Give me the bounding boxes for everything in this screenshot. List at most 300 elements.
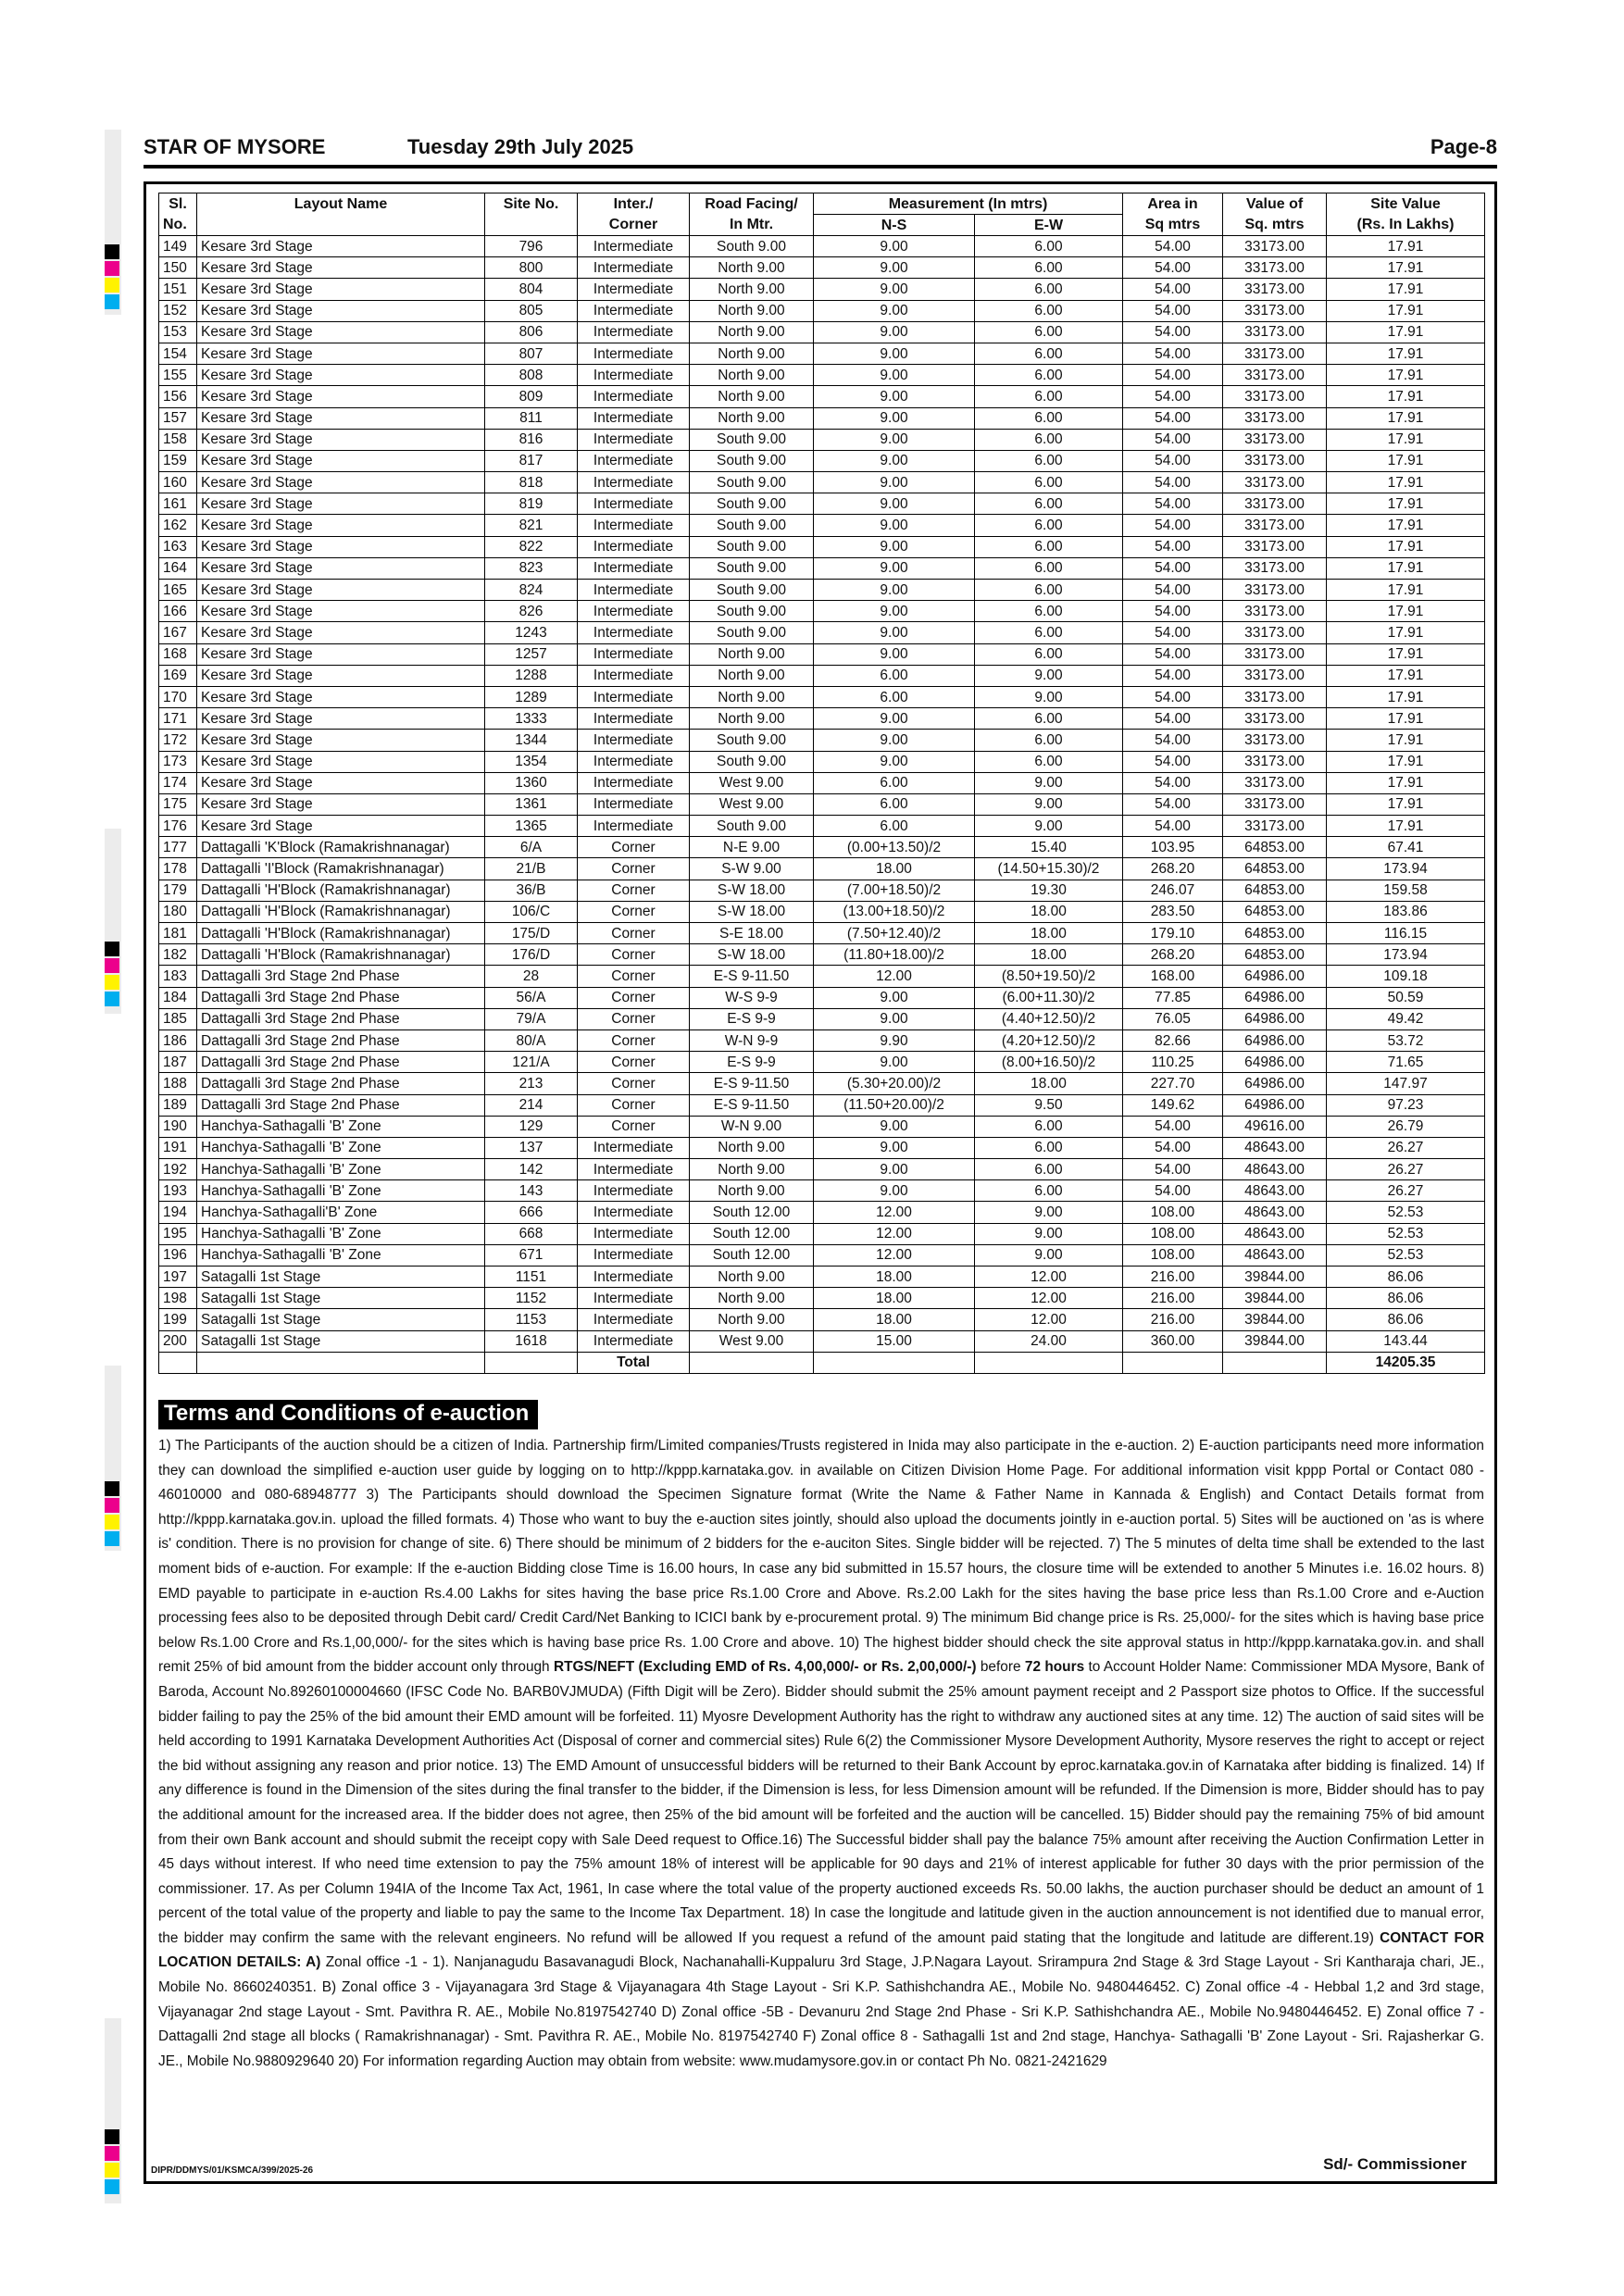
cell-road: North 9.00 <box>690 343 814 364</box>
cell-sl: 157 <box>159 407 197 429</box>
cell-ns: 18.00 <box>814 858 975 880</box>
terms-bold-rtgs: RTGS/NEFT (Excluding EMD of Rs. 4,00,000/- or Rs. 2,00,000/-) <box>553 1659 977 1676</box>
cell-value: 39844.00 <box>1223 1267 1327 1288</box>
cell-value: 33173.00 <box>1223 365 1327 386</box>
terms-bold-contact: CONTACT FOR LOCATION DETAILS: A) <box>158 1929 1485 1971</box>
cell-sl: 174 <box>159 772 197 793</box>
cell-value: 64986.00 <box>1223 1073 1327 1094</box>
cell-area: 227.70 <box>1123 1073 1223 1094</box>
cell-layout: Kesare 3rd Stage <box>197 279 485 300</box>
cell-value: 48643.00 <box>1223 1159 1327 1180</box>
cell-sl: 193 <box>159 1180 197 1202</box>
cell-inter: Intermediate <box>578 708 690 730</box>
cell-inter: Intermediate <box>578 622 690 643</box>
cell-road: West 9.00 <box>690 1330 814 1352</box>
cell-value: 33173.00 <box>1223 601 1327 622</box>
table-row <box>159 901 1485 922</box>
cell-road: North 9.00 <box>690 1288 814 1309</box>
cell-layout: Kesare 3rd Stage <box>197 580 485 601</box>
cell-layout: Kesare 3rd Stage <box>197 493 485 515</box>
cell-value: 33173.00 <box>1223 686 1327 707</box>
cell-sl: 160 <box>159 472 197 493</box>
cell-road: North 9.00 <box>690 1159 814 1180</box>
cell-ew: 9.00 <box>975 1202 1123 1223</box>
cell-site-no: 1618 <box>485 1330 578 1352</box>
cell-area: 77.85 <box>1123 987 1223 1008</box>
cell-ns: 6.00 <box>814 793 975 815</box>
cell-inter: Intermediate <box>578 493 690 515</box>
cell-area: 54.00 <box>1123 708 1223 730</box>
color-swatch-magenta <box>105 958 119 973</box>
cell-area: 54.00 <box>1123 665 1223 686</box>
color-swatch-cyan <box>105 294 119 309</box>
cell-site-no: 214 <box>485 1094 578 1116</box>
cell-layout: Kesare 3rd Stage <box>197 321 485 343</box>
table-row <box>159 1073 1485 1094</box>
cell-inter: Intermediate <box>578 751 690 772</box>
cell-site-no: 79/A <box>485 1008 578 1029</box>
cell-site-no: 143 <box>485 1180 578 1202</box>
cell-road: South 9.00 <box>690 751 814 772</box>
cell-site-value: 17.91 <box>1327 429 1485 450</box>
cell-sl: 187 <box>159 1052 197 1073</box>
cell-value: 48643.00 <box>1223 1223 1327 1244</box>
cell-ns: 9.00 <box>814 580 975 601</box>
header-rule <box>144 165 1497 168</box>
cell-sl: 158 <box>159 429 197 450</box>
cell-value: 33173.00 <box>1223 407 1327 429</box>
col-header-area: Area in <box>1123 193 1223 215</box>
cell-layout: Hanchya-Sathagalli 'B' Zone <box>197 1180 485 1202</box>
table-row <box>159 643 1485 665</box>
cell-value: 33173.00 <box>1223 321 1327 343</box>
cell-ew: 6.00 <box>975 300 1123 321</box>
cell-site-no: 1288 <box>485 665 578 686</box>
cell-road: S-W 9.00 <box>690 858 814 880</box>
cell-ns: (13.00+18.50)/2 <box>814 901 975 922</box>
total-cell-empty <box>159 1352 197 1373</box>
total-cell-empty <box>485 1352 578 1373</box>
cell-inter: Intermediate <box>578 730 690 751</box>
cell-layout: Satagalli 1st Stage <box>197 1309 485 1330</box>
cell-inter: Intermediate <box>578 515 690 536</box>
cell-site-no: 1344 <box>485 730 578 751</box>
cell-ew: 6.00 <box>975 321 1123 343</box>
cell-inter: Corner <box>578 1116 690 1137</box>
cell-ew: 9.00 <box>975 665 1123 686</box>
cell-site-value: 17.91 <box>1327 450 1485 471</box>
cell-area: 54.00 <box>1123 686 1223 707</box>
cell-ns: 9.00 <box>814 365 975 386</box>
cell-site-no: 816 <box>485 429 578 450</box>
cell-ew: (8.00+16.50)/2 <box>975 1052 1123 1073</box>
cell-area: 110.25 <box>1123 1052 1223 1073</box>
cell-road: South 12.00 <box>690 1223 814 1244</box>
cell-road: E-S 9-11.50 <box>690 1073 814 1094</box>
cell-layout: Satagalli 1st Stage <box>197 1330 485 1352</box>
cell-road: E-S 9-9 <box>690 1008 814 1029</box>
cell-inter: Intermediate <box>578 665 690 686</box>
total-row <box>159 1352 1485 1373</box>
cell-value: 64986.00 <box>1223 1094 1327 1116</box>
cell-value: 33173.00 <box>1223 429 1327 450</box>
cell-site-value: 143.44 <box>1327 1330 1485 1352</box>
cell-road: North 9.00 <box>690 708 814 730</box>
cell-ew: 6.00 <box>975 1137 1123 1158</box>
cell-inter: Intermediate <box>578 1244 690 1266</box>
cell-ew: 9.00 <box>975 1223 1123 1244</box>
cell-ew: (4.20+12.50)/2 <box>975 1029 1123 1051</box>
cell-ew: 6.00 <box>975 1116 1123 1137</box>
cell-ew: 6.00 <box>975 557 1123 579</box>
cell-ns: 9.00 <box>814 1052 975 1073</box>
cell-site-no: 806 <box>485 321 578 343</box>
cell-site-value: 173.94 <box>1327 858 1485 880</box>
cell-area: 54.00 <box>1123 429 1223 450</box>
cell-value: 39844.00 <box>1223 1309 1327 1330</box>
table-row <box>159 450 1485 471</box>
cell-inter: Intermediate <box>578 321 690 343</box>
cell-area: 54.00 <box>1123 279 1223 300</box>
cell-site-value: 52.53 <box>1327 1223 1485 1244</box>
cell-site-no: 1152 <box>485 1288 578 1309</box>
cell-area: 108.00 <box>1123 1202 1223 1223</box>
cell-site-value: 173.94 <box>1327 944 1485 966</box>
cell-area: 54.00 <box>1123 515 1223 536</box>
sites-table <box>158 193 1485 1374</box>
cell-area: 54.00 <box>1123 1116 1223 1137</box>
cell-sl: 197 <box>159 1267 197 1288</box>
color-swatch-black <box>105 1481 119 1496</box>
cell-layout: Dattagalli 3rd Stage 2nd Phase <box>197 1029 485 1051</box>
cell-inter: Intermediate <box>578 643 690 665</box>
cell-road: North 9.00 <box>690 279 814 300</box>
cell-site-no: 36/B <box>485 880 578 901</box>
cell-inter: Intermediate <box>578 407 690 429</box>
cell-ew: (14.50+15.30)/2 <box>975 858 1123 880</box>
cell-site-value: 17.91 <box>1327 300 1485 321</box>
cell-ns: 9.00 <box>814 386 975 407</box>
cell-site-value: 17.91 <box>1327 751 1485 772</box>
cell-sl: 149 <box>159 236 197 257</box>
sites-table-body <box>159 236 1485 1353</box>
cell-value: 39844.00 <box>1223 1288 1327 1309</box>
cell-sl: 152 <box>159 300 197 321</box>
cell-inter: Intermediate <box>578 793 690 815</box>
cell-value: 33173.00 <box>1223 793 1327 815</box>
table-row <box>159 730 1485 751</box>
cell-area: 54.00 <box>1123 536 1223 557</box>
cell-site-value: 17.91 <box>1327 407 1485 429</box>
cell-inter: Intermediate <box>578 343 690 364</box>
cell-area: 246.07 <box>1123 880 1223 901</box>
cell-ew: 6.00 <box>975 450 1123 471</box>
cell-ns: 6.00 <box>814 816 975 837</box>
cell-ew: 6.00 <box>975 236 1123 257</box>
cell-road: North 9.00 <box>690 407 814 429</box>
color-swatch-cyan <box>105 2179 119 2194</box>
cell-site-no: 819 <box>485 493 578 515</box>
cell-site-value: 26.27 <box>1327 1159 1485 1180</box>
cell-ns: 12.00 <box>814 966 975 987</box>
cell-area: 54.00 <box>1123 793 1223 815</box>
cell-sl: 170 <box>159 686 197 707</box>
cell-site-value: 97.23 <box>1327 1094 1485 1116</box>
terms-text-4: Zonal office -1 - 1). Nanjanagudu Basavanagudi Block, Nachanahalli-Kuppaluru 3rd Stage, J.P.Nagara Layout. Srirampura 2nd Stage & 3rd Stage Layout - Sri Kantharaja chari, JE., Mobile No. 8660240351. B) Zonal office 3 - Vijayanagara 3rd Stage & Vijayanagara 4th Stage Layout - Sri K.P. Sathishchandra AE., Mobile No. 9480446452. C) Zonal office -4 - Hebbal 1,2 and 3rd stage, Vijayanagar 2nd stage Layout - Smt. Pavithra R. AE., Mobile No.8197542740 D) Zonal office -5B - Devanuru 2nd Stage 2nd Phase - Sri K.P. Sathishchandra AE., Mobile No.9480446452. E) Zonal office 7 - Dattagalli 2nd stage all blocks ( Ramakrishnanagar) - Smt. Pavithra R. AE., Mobile No. 8197542740 F) Zonal office 8 - Sathagalli 1st and 2nd stage, Hanchya- Sathagalli 'B' Zone Layout - Sri. Rajasherkar G. JE., Mobile No.9880929640 20) For information regarding Auction may obtain from website: www.mudamysore.gov.in or contact Ph No. 0821-2421629 <box>158 1954 1485 2069</box>
cell-sl: 175 <box>159 793 197 815</box>
cell-ns: 18.00 <box>814 1309 975 1330</box>
cell-value: 64853.00 <box>1223 880 1327 901</box>
cell-site-no: 6/A <box>485 837 578 858</box>
cell-layout: Kesare 3rd Stage <box>197 730 485 751</box>
table-row <box>159 987 1485 1008</box>
cell-layout: Dattagalli 'H'Block (Ramakrishnanagar) <box>197 880 485 901</box>
cell-sl: 161 <box>159 493 197 515</box>
cell-area: 54.00 <box>1123 321 1223 343</box>
cell-value: 33173.00 <box>1223 622 1327 643</box>
table-row <box>159 429 1485 450</box>
cell-layout: Hanchya-Sathagalli 'B' Zone <box>197 1223 485 1244</box>
cell-value: 33173.00 <box>1223 730 1327 751</box>
cell-road: W-N 9.00 <box>690 1116 814 1137</box>
cell-layout: Dattagalli 'H'Block (Ramakrishnanagar) <box>197 923 485 944</box>
cell-layout: Dattagalli 3rd Stage 2nd Phase <box>197 1094 485 1116</box>
cell-sl: 172 <box>159 730 197 751</box>
cell-sl: 180 <box>159 901 197 922</box>
cell-layout: Kesare 3rd Stage <box>197 407 485 429</box>
cell-site-no: 668 <box>485 1223 578 1244</box>
cell-inter: Intermediate <box>578 1330 690 1352</box>
cell-value: 64986.00 <box>1223 1008 1327 1029</box>
cell-site-no: 811 <box>485 407 578 429</box>
table-row <box>159 858 1485 880</box>
cell-value: 64853.00 <box>1223 944 1327 966</box>
cell-value: 33173.00 <box>1223 665 1327 686</box>
cell-inter: Intermediate <box>578 1202 690 1223</box>
cell-site-value: 26.27 <box>1327 1180 1485 1202</box>
cell-area: 54.00 <box>1123 1159 1223 1180</box>
cell-road: S-E 18.00 <box>690 923 814 944</box>
cell-inter: Corner <box>578 966 690 987</box>
cell-ew: (4.40+12.50)/2 <box>975 1008 1123 1029</box>
cell-road: South 9.00 <box>690 236 814 257</box>
cell-ns: 18.00 <box>814 1288 975 1309</box>
table-row <box>159 966 1485 987</box>
cell-ew: 12.00 <box>975 1309 1123 1330</box>
cell-site-value: 17.91 <box>1327 365 1485 386</box>
cell-site-no: 666 <box>485 1202 578 1223</box>
cell-sl: 186 <box>159 1029 197 1051</box>
cell-ns: 9.00 <box>814 429 975 450</box>
cell-site-value: 53.72 <box>1327 1029 1485 1051</box>
cell-road: E-S 9-11.50 <box>690 1094 814 1116</box>
color-swatch-black <box>105 2129 119 2144</box>
color-swatch-yellow <box>105 278 119 293</box>
cell-layout: Hanchya-Sathagalli'B' Zone <box>197 1202 485 1223</box>
cell-road: South 9.00 <box>690 515 814 536</box>
cell-inter: Intermediate <box>578 236 690 257</box>
cell-ns: 9.00 <box>814 493 975 515</box>
col-header-site-no: Site No. <box>485 193 578 215</box>
cell-area: 268.20 <box>1123 858 1223 880</box>
cell-site-value: 86.06 <box>1327 1288 1485 1309</box>
cell-inter: Corner <box>578 837 690 858</box>
cell-road: South 12.00 <box>690 1244 814 1266</box>
col-header-value-2: Sq. mtrs <box>1223 215 1327 236</box>
cell-road: E-S 9-11.50 <box>690 966 814 987</box>
cell-site-no: 1333 <box>485 708 578 730</box>
cell-layout: Hanchya-Sathagalli 'B' Zone <box>197 1137 485 1158</box>
cell-layout: Dattagalli 'H'Block (Ramakrishnanagar) <box>197 944 485 966</box>
cell-area: 54.00 <box>1123 386 1223 407</box>
cell-site-no: 1153 <box>485 1309 578 1330</box>
cell-road: South 9.00 <box>690 493 814 515</box>
cell-area: 108.00 <box>1123 1244 1223 1266</box>
table-row <box>159 1180 1485 1202</box>
cell-ns: 9.00 <box>814 751 975 772</box>
cell-inter: Intermediate <box>578 365 690 386</box>
cell-road: South 9.00 <box>690 580 814 601</box>
cell-inter: Intermediate <box>578 580 690 601</box>
cell-area: 149.62 <box>1123 1094 1223 1116</box>
cell-ns: 9.00 <box>814 321 975 343</box>
table-row <box>159 1094 1485 1116</box>
cell-area: 108.00 <box>1123 1223 1223 1244</box>
cell-layout: Kesare 3rd Stage <box>197 665 485 686</box>
cell-site-value: 67.41 <box>1327 837 1485 858</box>
cell-ew: 9.00 <box>975 772 1123 793</box>
cell-ew: 9.00 <box>975 793 1123 815</box>
col-header-layout: Layout Name <box>197 193 485 215</box>
cell-area: 179.10 <box>1123 923 1223 944</box>
col-header-area-2: Sq mtrs <box>1123 215 1223 236</box>
table-row <box>159 321 1485 343</box>
cell-layout: Kesare 3rd Stage <box>197 300 485 321</box>
terms-text-1: 1) The Participants of the auction should be a citizen of India. Partnership firm/Limited companies/Trusts registered in Inida may also participate in the e-auction. 2) E-auction participants need more information they can download the simplified e-auction user guide by logging on to http://kppp.karnataka.gov. in available on Citizen Division Home Page. For additional information visit kppp Portal or Contact 080 - 46010000 and 080-68948777 3) The Participants should download the Specimen Signature format (Write the Name & Father Name in Kannada & English) and Contact Details format from http://kppp.karnataka.gov.in. upload the filled formats. 4) Those who want to buy the e-auction sites jointly, should also upload the documents jointly in e-auction portal. 5) Sites will be auctioned on 'as is where is' condition. There is no provision for change of site. 6) There should be minimum of 2 bidders for the e-auciton Sites. Single bidder will be rejected. 7) The 5 minutes of delta time shall be extended to the last moment bids of e-auction. For example: If the e-auction Bidding close Time is 16.00 hours, In case any bid submitted in 15.57 hours, the closure time will be extended to another 5 Minutes i.e. 16.02 hours. 8) EMD payable to participate in e-auction Rs.4.00 Lakhs for sites having the base price Rs.1.00 Crore and Above. Rs.2.00 Lakh for the sites having the base price less than Rs.1.00 Crore and e-Auction processing fees also to be deposited through Debit card/ Credit Card/Net Banking to ICICI bank by e-procurement protal. 9) The minimum Bid change price is Rs. 25,000/- for the sites which is having base price below Rs.1.00 Crore and Rs.1,00,000/- for the sites which is having base price Rs. 1.00 Crore and above. 10) The highest bidder should check the site approval status in http://kppp.karnataka.gov.in. and shall remit 25% of bid amount from the bidder account only through <box>158 1438 1484 1676</box>
cell-inter: Intermediate <box>578 1159 690 1180</box>
cell-layout: Satagalli 1st Stage <box>197 1267 485 1288</box>
signature: Sd/- Commissioner <box>1323 2155 1467 2173</box>
cell-site-no: 1257 <box>485 643 578 665</box>
table-row <box>159 236 1485 257</box>
cell-inter: Corner <box>578 901 690 922</box>
cell-sl: 185 <box>159 1008 197 1029</box>
cell-layout: Dattagalli 'H'Block (Ramakrishnanagar) <box>197 901 485 922</box>
table-row <box>159 816 1485 837</box>
cell-road: S-W 18.00 <box>690 880 814 901</box>
cell-value: 64986.00 <box>1223 1029 1327 1051</box>
cell-road: South 9.00 <box>690 557 814 579</box>
cell-ew: 6.00 <box>975 515 1123 536</box>
cell-area: 54.00 <box>1123 772 1223 793</box>
cell-ns: 9.00 <box>814 1008 975 1029</box>
cell-site-no: 818 <box>485 472 578 493</box>
cell-layout: Kesare 3rd Stage <box>197 708 485 730</box>
cell-ew: 6.00 <box>975 622 1123 643</box>
cell-site-no: 175/D <box>485 923 578 944</box>
terms-text-2: before <box>976 1659 1025 1676</box>
cell-ew: 6.00 <box>975 1180 1123 1202</box>
cell-area: 54.00 <box>1123 407 1223 429</box>
cell-ns: 9.00 <box>814 1180 975 1202</box>
cell-site-no: 808 <box>485 365 578 386</box>
table-row <box>159 601 1485 622</box>
cell-site-value: 17.91 <box>1327 343 1485 364</box>
cell-value: 33173.00 <box>1223 472 1327 493</box>
cell-site-no: 805 <box>485 300 578 321</box>
cell-sl: 191 <box>159 1137 197 1158</box>
cell-road: North 9.00 <box>690 1267 814 1288</box>
cell-inter: Intermediate <box>578 300 690 321</box>
cell-ns: 9.00 <box>814 730 975 751</box>
issue-date: Tuesday 29th July 2025 <box>407 135 634 158</box>
cell-layout: Kesare 3rd Stage <box>197 365 485 386</box>
cell-layout: Kesare 3rd Stage <box>197 557 485 579</box>
cell-site-value: 26.27 <box>1327 1137 1485 1158</box>
cell-ns: 9.90 <box>814 1029 975 1051</box>
cell-ew: 6.00 <box>975 751 1123 772</box>
col-header-site-no-2 <box>485 215 578 236</box>
cell-site-value: 17.91 <box>1327 557 1485 579</box>
color-swatch-yellow <box>105 2163 119 2177</box>
total-label: Total <box>578 1352 690 1373</box>
cell-site-value: 71.65 <box>1327 1052 1485 1073</box>
cell-ns: 9.00 <box>814 343 975 364</box>
col-header-inter-2: Corner <box>578 215 690 236</box>
cell-road: North 9.00 <box>690 257 814 279</box>
cell-sl: 165 <box>159 580 197 601</box>
cell-ew: 6.00 <box>975 257 1123 279</box>
cell-sl: 198 <box>159 1288 197 1309</box>
cell-site-no: 121/A <box>485 1052 578 1073</box>
cell-site-value: 26.79 <box>1327 1116 1485 1137</box>
cell-road: North 9.00 <box>690 1137 814 1158</box>
cell-ew: 9.00 <box>975 686 1123 707</box>
total-value: 14205.35 <box>1327 1352 1485 1373</box>
cell-ew: 6.00 <box>975 386 1123 407</box>
cell-area: 54.00 <box>1123 730 1223 751</box>
cell-road: W-S 9-9 <box>690 987 814 1008</box>
col-header-road-2: In Mtr. <box>690 215 814 236</box>
col-header-site-value: Site Value <box>1327 193 1485 215</box>
cell-road: South 9.00 <box>690 601 814 622</box>
cell-road: South 9.00 <box>690 429 814 450</box>
cell-ew: 9.00 <box>975 816 1123 837</box>
cell-site-no: 826 <box>485 601 578 622</box>
cell-sl: 194 <box>159 1202 197 1223</box>
table-row <box>159 257 1485 279</box>
cell-sl: 200 <box>159 1330 197 1352</box>
cell-sl: 151 <box>159 279 197 300</box>
cell-ew: 9.50 <box>975 1094 1123 1116</box>
cell-layout: Kesare 3rd Stage <box>197 686 485 707</box>
cell-site-value: 17.91 <box>1327 257 1485 279</box>
cell-site-value: 17.91 <box>1327 622 1485 643</box>
table-row <box>159 536 1485 557</box>
cell-ew: (8.50+19.50)/2 <box>975 966 1123 987</box>
cell-area: 54.00 <box>1123 601 1223 622</box>
cell-sl: 164 <box>159 557 197 579</box>
cell-ew: 18.00 <box>975 944 1123 966</box>
cell-area: 54.00 <box>1123 557 1223 579</box>
table-row <box>159 472 1485 493</box>
cell-ew: 18.00 <box>975 923 1123 944</box>
col-header-ns: N-S <box>814 215 975 236</box>
cell-sl: 166 <box>159 601 197 622</box>
cell-area: 268.20 <box>1123 944 1223 966</box>
total-cell-empty <box>197 1352 485 1373</box>
cell-site-value: 17.91 <box>1327 386 1485 407</box>
